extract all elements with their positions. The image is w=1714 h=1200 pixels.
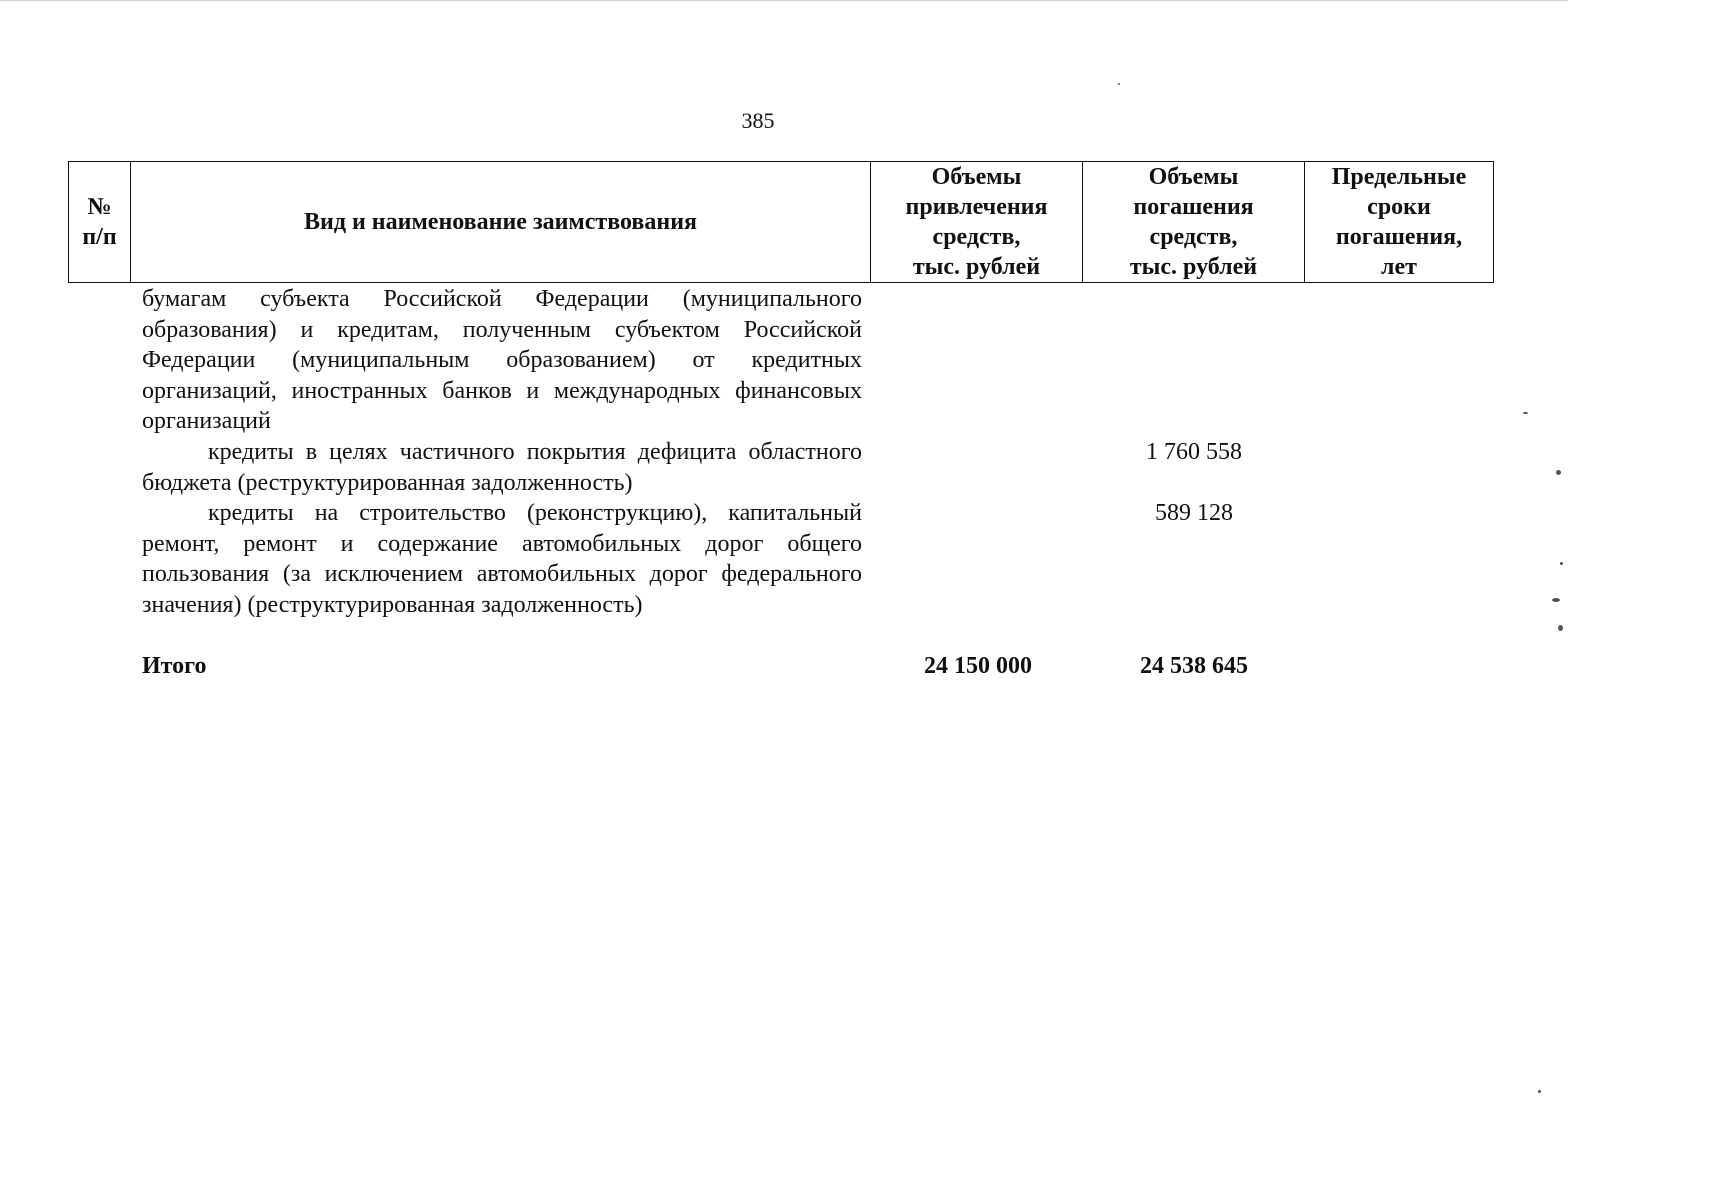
page-top-edge <box>0 0 1568 1</box>
scan-speck <box>1556 470 1561 475</box>
scan-speck <box>1523 412 1528 414</box>
header-repay-line: Объемы <box>1148 164 1239 190</box>
page-number: 385 <box>741 108 775 133</box>
header-raise-line: привлечения <box>905 194 1048 220</box>
header-name-label: Вид и наименование заимствования <box>303 209 698 235</box>
scan-speck <box>1538 1090 1541 1093</box>
header-repay-line: погашения <box>1133 194 1254 220</box>
scan-speck <box>1558 625 1563 631</box>
header-term-line: погашения, <box>1335 224 1463 250</box>
total-label: Итого <box>142 653 207 679</box>
header-term-line: Предельные <box>1331 164 1467 190</box>
row-text-continuation: бумагам субъекта Российской Федерации (муниципального образования) и кредитам, полученным субъектом Российской Федерации (муниципальным образованием) от кредитных организаций, иностранных банков и международных финансовых организаций <box>142 286 862 434</box>
header-term-line: сроки <box>1367 194 1431 220</box>
header-number-column <box>69 162 131 283</box>
header-repay-column <box>1083 162 1305 283</box>
scan-speck <box>1552 598 1560 602</box>
header-term-column <box>1305 162 1494 283</box>
row-text-deficit-credits: кредиты в целях частичного покрытия дефицита областного бюджета (реструктурированная задолженность) <box>142 439 862 496</box>
scan-speck <box>1118 83 1120 85</box>
header-raise-line: Объемы <box>931 164 1022 190</box>
total-repay-value: 24 538 645 <box>1140 653 1248 679</box>
row-repay-road-credits: 589 128 <box>1155 500 1233 526</box>
total-raise-value: 24 150 000 <box>924 653 1032 679</box>
header-term-line: лет <box>1381 254 1417 280</box>
header-repay-line: средств, <box>1149 224 1238 250</box>
table-header <box>68 161 1494 283</box>
header-number-line: № <box>87 194 112 220</box>
row-repay-deficit-credits: 1 760 558 <box>1146 439 1242 465</box>
scan-speck <box>1560 562 1563 565</box>
header-raise-column <box>871 162 1083 283</box>
header-number-line: п/п <box>82 224 117 250</box>
header-name-column <box>131 162 871 283</box>
header-raise-line: тыс. рублей <box>912 254 1041 280</box>
row-text-road-credits: кредиты на строительство (реконструкцию), капитальный ремонт, ремонт и содержание автомобильных дорог общего пользования (за исключением автомобильных дорог федерального значения) (реструктурированная задолженность) <box>142 500 862 618</box>
header-raise-line: средств, <box>932 224 1021 250</box>
header-repay-line: тыс. рублей <box>1129 254 1258 280</box>
